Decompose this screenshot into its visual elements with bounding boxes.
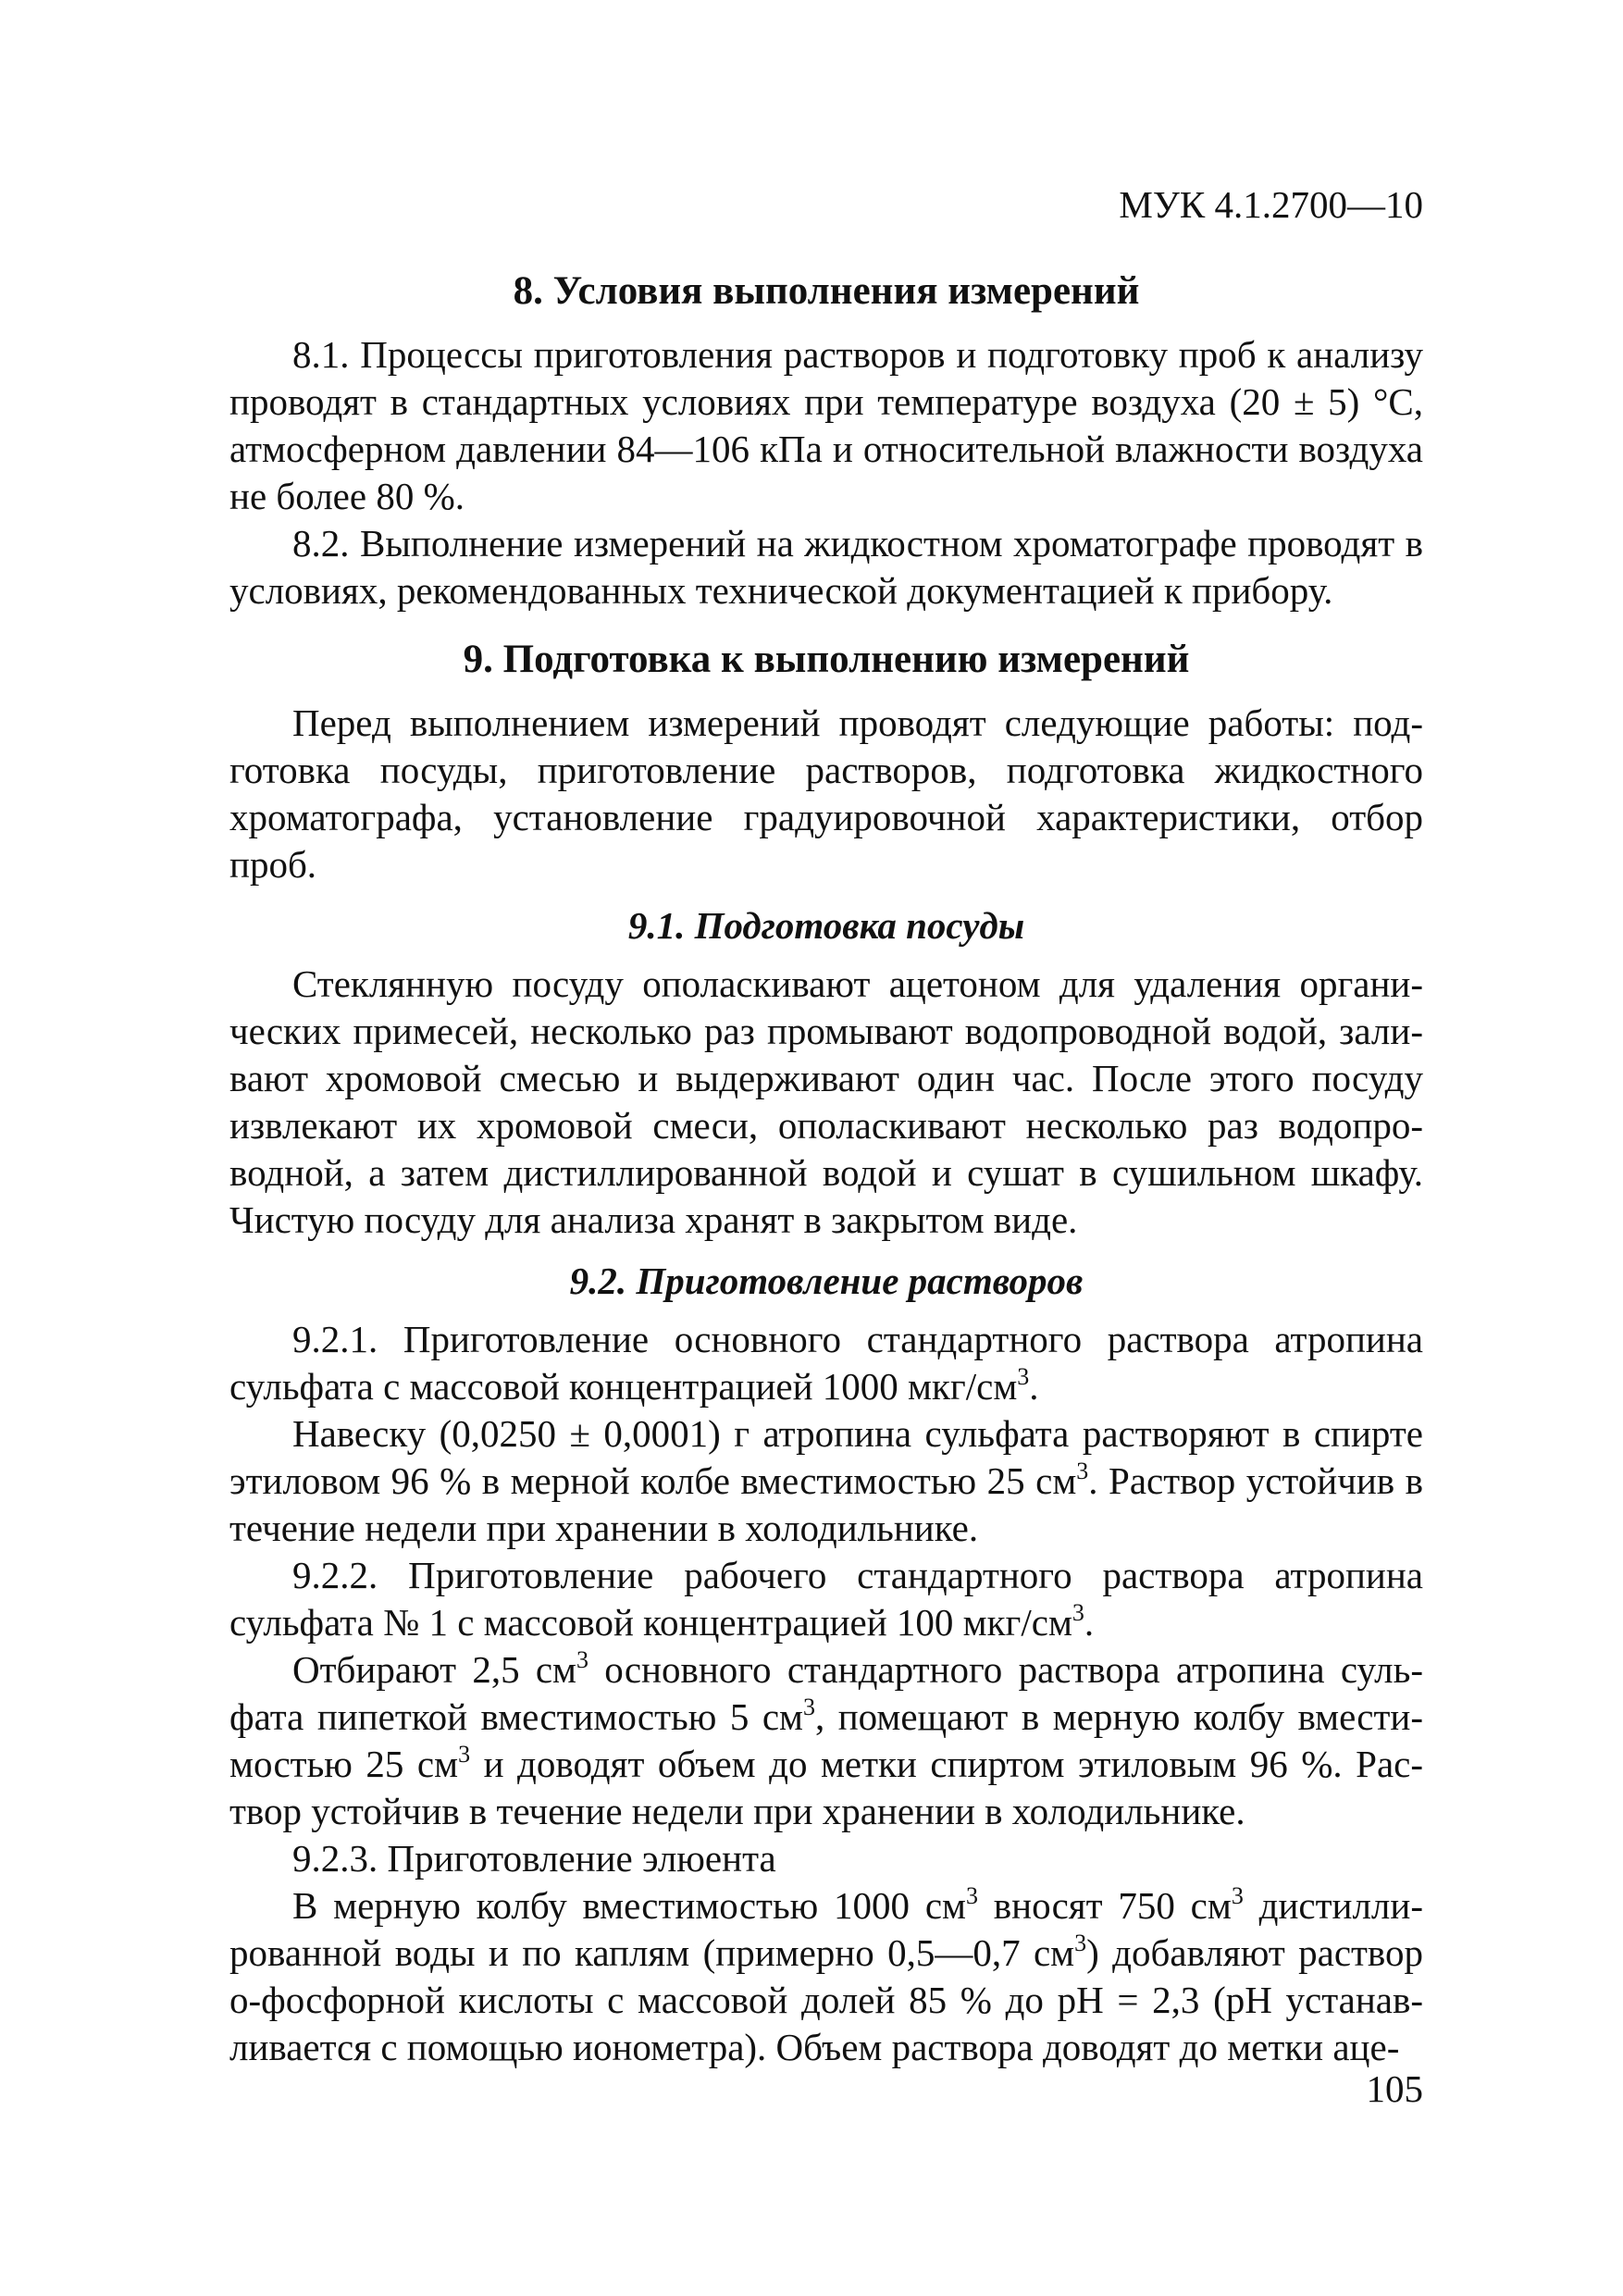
section-8-heading: 8. Условия выполнения измерений (513, 269, 1140, 313)
paragraph-8-1: 8.1. Процессы приготовления растворов и подготовку проб к анализу проводят в стандартных условиях при температуре воздуха (20 ± 5) °С, атмосферном давлении 84—106 кПа и относительной влажности воздуха не более 80 %. (229, 333, 1423, 517)
paragraph-9-1: Стеклянную посуду ополаскивают ацетоном для удаления органических примесей, несколько раз промывают водопроводной водой, заливают хромовой смесью и выдерживают один час. После этого посуду извлекают их хромовой смеси, ополаскивают несколько раз водопроводной, а затем дистиллированной водой и сушат в сушильном шкафу. Чистую посуду для анализа хранят в закрытом виде. (229, 962, 1423, 1241)
paragraph-9-2-1: 9.2.1. Приготовление основного стандартного раствора атропина сульфата с массовой концентрацией 1000 мкг/$см^3$. (229, 1318, 1423, 1408)
exponent: 3 (458, 1741, 471, 1768)
paragraph-9-2-3: 9.2.3. Приготовление элюента (292, 1837, 776, 1880)
page-content (229, 267, 1423, 2071)
running-header: МУК 4.1.2700—10 (1119, 183, 1423, 226)
paragraph-9-2-1-weighing: Навеску (0,0250 ± 0,0001) г атропина сульфата растворяют в спирте этиловом 96 % в мерной колбе вместимостью 25 $см^3$. Раствор устойчив в течение недели при хранении в холодильнике. (229, 1412, 1423, 1549)
section-9-heading: 9. Подготовка к выполнению измерений (463, 638, 1190, 681)
exponent: 3 (1074, 1930, 1087, 1956)
subsection-9-1-heading: 9.1. Подготовка посуды (627, 904, 1025, 947)
paragraph-8-2: 8.2. Выполнение измерений на жидкостном хроматографе проводят в условиях, рекомендованных технической документацией к прибору. (229, 522, 1423, 612)
exponent: 3 (1076, 1458, 1089, 1484)
page-number: 105 (1366, 2067, 1423, 2110)
exponent: 3 (576, 1646, 589, 1673)
exponent: 3 (966, 1882, 978, 1909)
exponent: 3 (1231, 1882, 1244, 1909)
subsection-9-2-heading: 9.2. Приготовление растворов (569, 1260, 1084, 1302)
document-page (229, 0, 1423, 2296)
paragraph-9-2-3-procedure: В мерную колбу вместимостью 1000 $см^3$ вносят 750 $см^3$ дистиллированной воды и по каплям (примерно 0,5—0,7 $см^3$) добавляют раствор о-фосфорной кислоты с массовой долей 85 % до pH = 2,3 (pH устанавливается с помощью ионометра). Объем раствора доводят до метки аце- (229, 1882, 1424, 2068)
exponent: 3 (1072, 1599, 1084, 1626)
paragraph-9-2-2-procedure: Отбирают 2,5 $см^3$ основного стандартного раствора атропина сульфата пипеткой вместимостью 5 $см^3$, помещают в мерную колбу вместимостью 25 $см^3$ и доводят объем до метки спиртом этиловым 96 %. Раствор устойчив в течение недели при хранении в холодильнике. (229, 1646, 1423, 1832)
paragraph-9-2-2: 9.2.2. Приготовление рабочего стандартного раствора атропина сульфата № 1 с массовой концентрацией 100 мкг/$см^3$. (229, 1554, 1423, 1644)
paragraph-9-intro: Перед выполнением измерений проводят следующие работы: подготовка посуды, приготовление растворов, подготовка жидкостного хроматографа, установление градуировочной характеристики, отбор проб. (229, 701, 1423, 886)
exponent: 3 (1017, 1363, 1030, 1390)
exponent: 3 (802, 1694, 815, 1720)
